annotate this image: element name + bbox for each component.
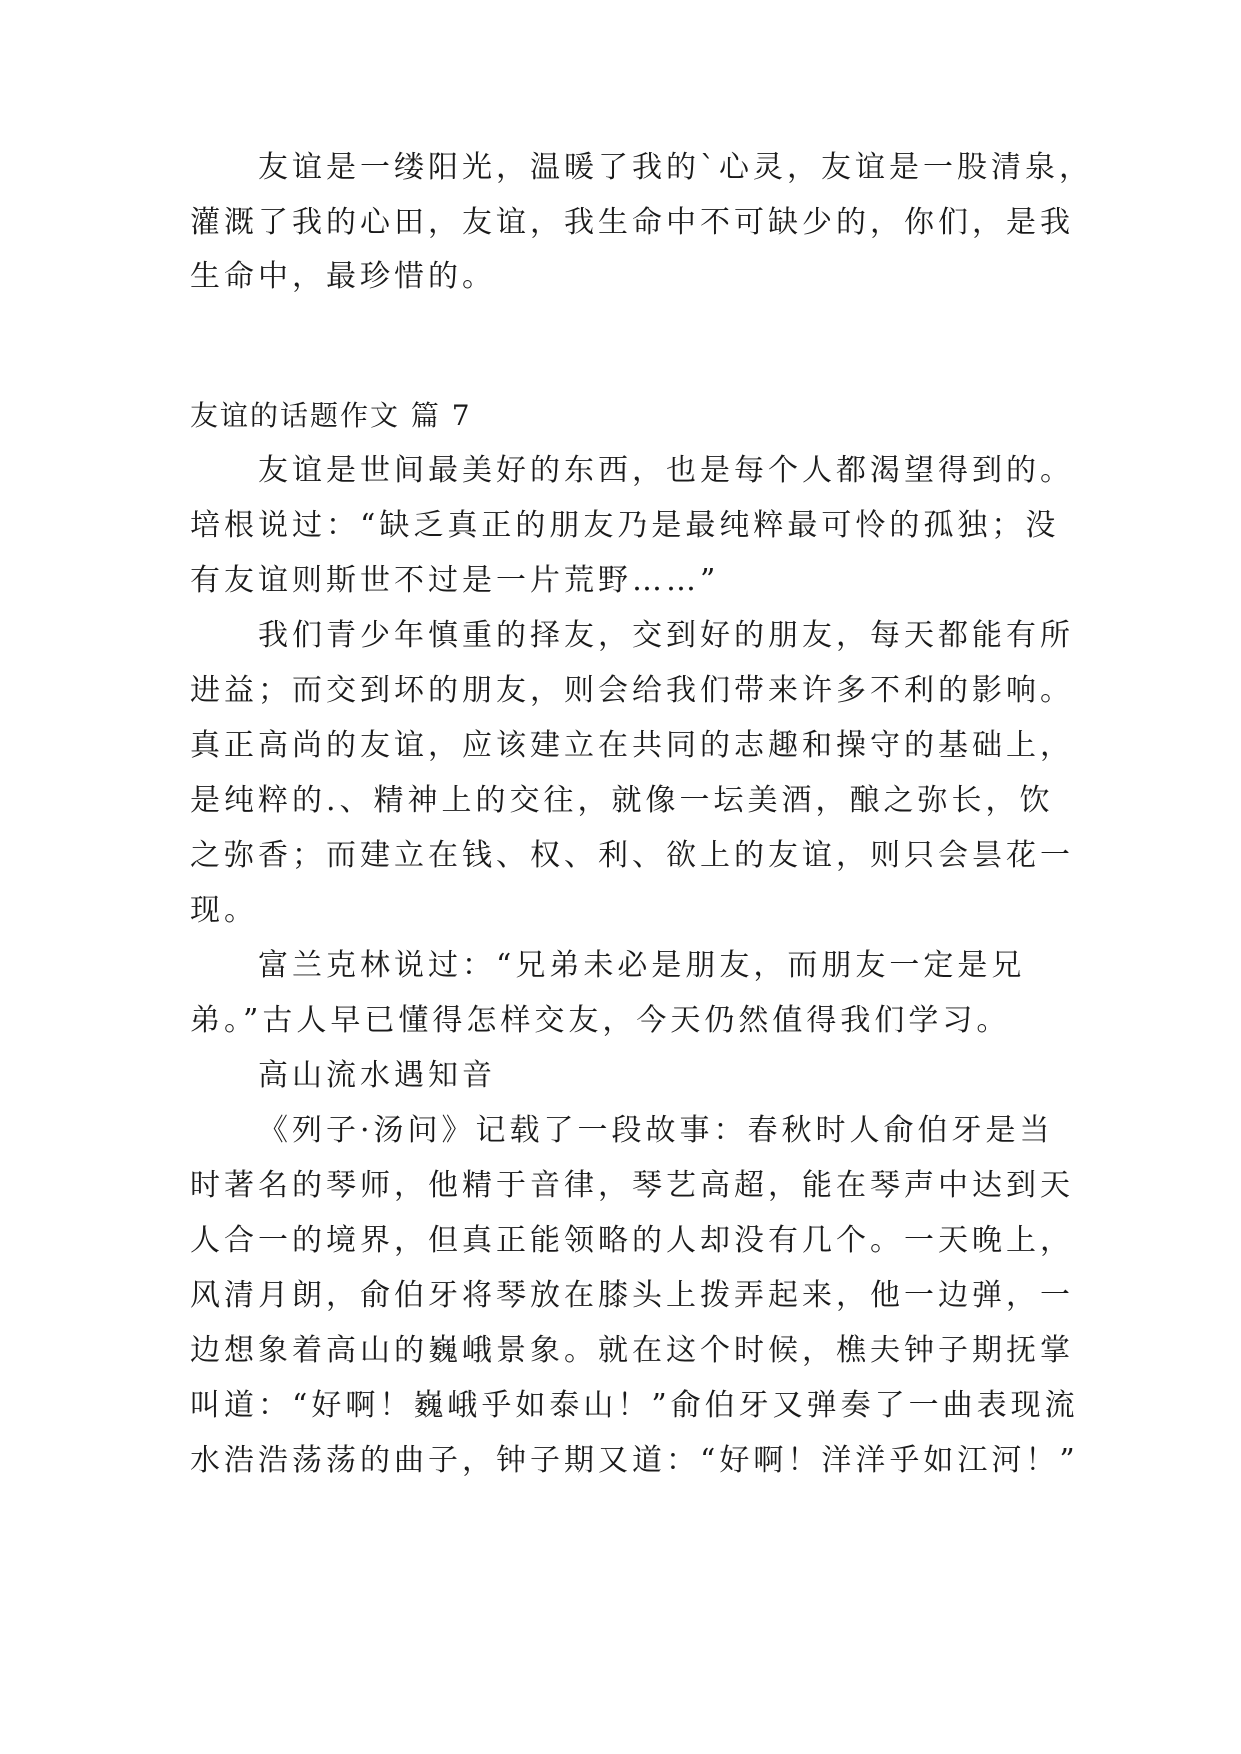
text-line: 叫道：“好啊！巍峨乎如泰山！”俞伯牙又弹奏了一曲表现流 [190, 1388, 1079, 1423]
text-line: 边想象着高山的巍峨景象。就在这个时候，樵夫钟子期抚掌 [190, 1333, 1074, 1368]
text-line: 之弥香；而建立在钱、权、利、欲上的友谊，则只会昙花一 [190, 838, 1074, 873]
text-line: 风清月朗，俞伯牙将琴放在膝头上拨弄起来，他一边弹，一 [190, 1278, 1074, 1313]
text-line: 人合一的境界，但真正能领略的人却没有几个。一天晚上， [190, 1223, 1074, 1258]
text-line: 灌溉了我的心田，友谊，我生命中不可缺少的，你们，是我 [190, 205, 1074, 240]
text-line: 生命中，最珍惜的。 [190, 259, 496, 294]
text-line: 水浩浩荡荡的曲子，钟子期又道：“好啊！洋洋乎如江河！” [190, 1443, 1079, 1478]
text-line: 现。 [190, 893, 258, 928]
text-line: 弟。”古人早已懂得怎样交友，今天仍然值得我们学习。 [190, 1003, 1011, 1038]
text-line: 富兰克林说过：“兄弟未必是朋友，而朋友一定是兄 [258, 948, 1026, 983]
text-line: 培根说过：“缺乏真正的朋友乃是最纯粹最可怜的孤独；没 [190, 508, 1060, 543]
text-line: 有友谊则斯世不过是一片荒野……” [190, 563, 720, 598]
text-line: 《列子·汤问》记载了一段故事：春秋时人俞伯牙是当 [258, 1113, 1054, 1148]
subheading: 高山流水遇知音 [258, 1058, 496, 1093]
text-line: 时著名的琴师，他精于音律，琴艺高超，能在琴声中达到天 [190, 1168, 1074, 1203]
text-line: 友谊是世间最美好的东西，也是每个人都渴望得到的。 [258, 453, 1074, 488]
text-line: 我们青少年慎重的择友，交到好的朋友，每天都能有所 [258, 618, 1074, 653]
text-line: 进益；而交到坏的朋友，则会给我们带来许多不利的影响。 [190, 673, 1074, 708]
text-line: 真正高尚的友谊，应该建立在共同的志趣和操守的基础上， [190, 728, 1074, 763]
text-line: 友谊是一缕阳光，温暖了我的`心灵，友谊是一股清泉， [258, 150, 1093, 185]
section-title: 友谊的话题作文 篇 7 [190, 399, 472, 432]
text-line: 是纯粹的.、精神上的交往，就像一坛美酒，酿之弥长，饮 [190, 783, 1054, 818]
